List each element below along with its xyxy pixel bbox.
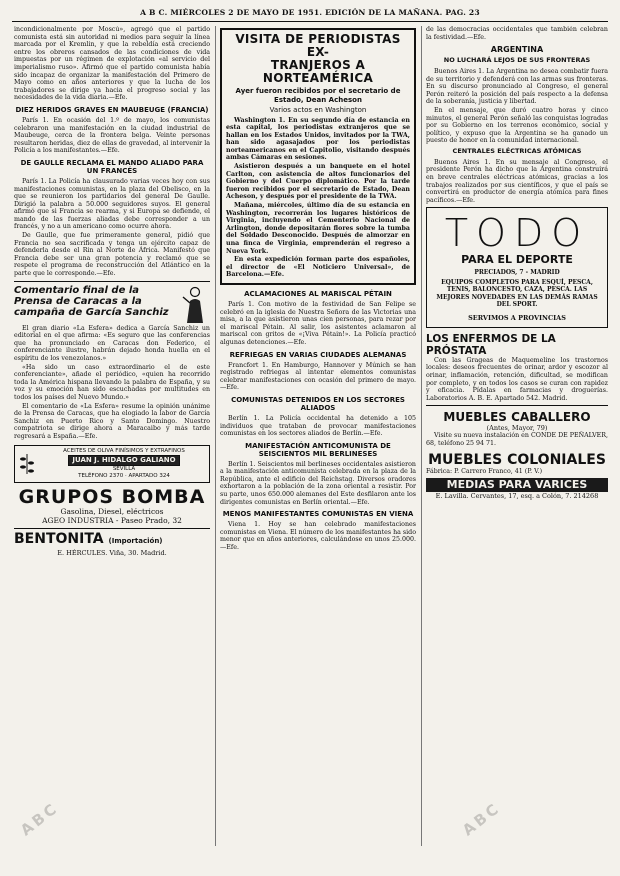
todo-wordmark: TODO: [444, 211, 590, 256]
column-right: [426, 26, 608, 866]
article-paragraph: París 1. La Policía ha clausurado varias veces hoy con sus manifestaciones comunistas, en la plaza del Obelisco, en la que se reunieron los partidarios del general De Gaulle. Dirigió la palabra a 50.000 seguidores suyos. El general afirmó que si Francia se rearma, y si Europa se defiende, el mando de las fuerzas aliadas debe corresponder a un francés, y no a un americano como ocurre ahora.: [14, 177, 210, 231]
headline-berlin-demonstration: MANIFESTACIÓN ANTICOMUNISTA DE SEISCIENTOS MIL BERLINESES: [245, 441, 391, 458]
article-paragraph: París 1. En ocasión del 1.º de mayo, los comunistas celebraron una manifestación en la ciudad industrial de Maubeuge, cerca de la frontera belga. Veinte personas resultaron heridas, diez de ellas de gravedad, al intervenir la Policía a los manifestantes.—Efe.: [14, 116, 210, 155]
article-paragraph: Mañana, miércoles, último día de su estancia en Washington, recorrerán los lugares históricos de Virginia, incluyendo el Cementerio Nacional de Arlington, donde depositarán flores sobre la tumba del Soldado Desconocido. Después de almorzar en una finca de Virginia, emprenderán el regreso a Nueva York.: [226, 202, 410, 255]
olive-branch-icon: [17, 452, 37, 476]
divider: [14, 281, 210, 282]
watermark: ABC: [17, 798, 63, 840]
headline-petain: ACLAMACIONES AL MARISCAL PÉTAIN: [244, 289, 392, 298]
journalists-subheadline: Varios actos en Washington: [269, 106, 367, 114]
running-head: A B C. MIÉRCOLES 2 DE MAYO DE 1951. EDICIÓN DE LA MAÑANA. PAG. 23: [12, 8, 608, 22]
article-paragraph: Buenos Aires 1. En su mensaje al Congreso, el presidente Perón ha dicho que la Argentina construirá en breve centrales eléctricas atómicas, gracias a los trabajos realizados por sus científicos, y que el país se convertirá en productor de energía atómica para fines pacíficos.—Efe.: [426, 158, 608, 204]
article-paragraph: El comentario de «La Esfera» resume la opinión unánime de la Prensa de Caracas, que ha elogiado la labor de García Sanchiz en Puerto Rico y Santo Domingo. Nuestro compatriota se dirige ahora a Maracaibo y más tarde regresará a España.—Efe.: [14, 402, 210, 440]
headline-argentina-sub: NO LUCHARÁ LEJOS DE SUS FRONTERAS: [443, 56, 591, 65]
comment-headline-line: campaña de García Sanchiz: [14, 306, 169, 318]
todo-tagline: PARA EL DEPORTE: [461, 253, 573, 267]
headline-german-cities: REFRIEGAS EN VARIAS CIUDADES ALEMANAS: [229, 350, 407, 359]
olive-oil-ad: [14, 445, 210, 483]
muebles-coloniales-title: MUEBLES COLONIALES: [428, 451, 606, 468]
olive-oil-ad-line: ACEITES DE OLIVA FINÍSIMOS Y EXTRAFINOS: [63, 447, 185, 454]
headline-argentina: ARGENTINA: [490, 45, 544, 55]
article-paragraph: incondicionalmente por Moscú», agregó que el partido comunista está sin autoridad ni medios para seguir la línea marcada por el Kremlin, y que la rebeldía está creciendo entre los obreros cansados de las condiciones de vida impuestas por un régimen de explotación «al servicio del imperialismo ruso». Afirmó que el partido comunista había sido incapaz de organizar la manifestación del Primero de Mayo como en años anteriores y que la lucha de los trabajadores se dirige ya hacia el progreso social y las necesidades de la vida diaria.—Efe.: [14, 26, 210, 102]
article-paragraph: De Gaulle, que fue primeramente general, pidió que Francia no sea sacrificada y tenga un ejército capaz de defenderla desde el Rin al Norte de África. Manifestó que Francia debe ser una gran potencia y reclamó que se respete el programa de reconstrucción del Atlántico en la parte que le corresponde.—Efe.: [14, 232, 210, 278]
article-paragraph: de las democracias occidentales que también celebran la festividad.—Efe.: [426, 26, 608, 41]
headline-de-gaulle: DE GAULLE RECLAMA EL MANDO ALIADO PARA UN FRANCÉS: [20, 158, 204, 175]
prostata-ad-title: LOS ENFERMOS DE LA PRÓSTATA: [426, 332, 556, 357]
article-paragraph: Washington 1. En su segundo día de estancia en esta capital, los periodistas extranjeros que se hallan en los Estados Unidos, invitados por la TWA, han sido agasajados por los periodistas norteamericanos en el Capitolio, visitando después ambas Cámaras en sesiones.: [226, 116, 410, 162]
article-paragraph: Visite su nueva instalación en CONDE DE PEÑALVER, 68, teléfono 25 94 71.: [426, 432, 608, 447]
bentonita-ad: [14, 532, 210, 549]
muebles-caballero-title: MUEBLES CABALLERO: [443, 410, 591, 425]
divider: [426, 405, 608, 406]
headline-communists-detained: COMUNISTAS DETENIDOS EN LOS SECTORES ALIADOS: [231, 395, 405, 412]
comment-headline-line: Prensa de Caracas a la: [14, 295, 142, 307]
column-center: [220, 26, 416, 866]
column-rule: [421, 26, 422, 846]
headline-vienna: MENOS MANIFESTANTES COMUNISTAS EN VIENA: [222, 510, 414, 519]
journalists-headline-line: VISITA DE PERIODISTAS EX-: [235, 32, 401, 59]
journalists-article-box: [220, 28, 416, 285]
comment-article: [14, 285, 210, 325]
article-paragraph: El gran diario «La Esfera» dedica a García Sanchiz un editorial en el que afirma: «Es seguro que las conferencias que ha pronunciado en Caracas don Federico, el conferenciante ilustre, habrán dejado honda huella en el espíritu de los venezolanos.»: [14, 324, 210, 362]
grupos-bomba-title: GRUPOS BOMBA: [18, 485, 206, 508]
muebles-caballero-line: (Antes, Mayor, 79): [486, 424, 548, 433]
olive-oil-ad-brand: JUAN J. HIDALGO GALIANO: [68, 455, 179, 466]
todo-sport-ad: [426, 207, 608, 328]
article-paragraph: Berlín 1. La Policía occidental ha detenido a 105 individuos que trataban de provocar manifestaciones comunistas en los sectores aliados de Berlín.—Efe.: [220, 414, 416, 438]
portrait-sketch-figure: [180, 285, 210, 325]
article-paragraph: En esta expedición forman parte dos españoles, el director de «El Noticiero Universal», de Barcelona.—Efe.: [226, 256, 410, 279]
journalists-subheadline: Ayer fueron recibidos por el secretario de Estado, Dean Acheson: [235, 87, 401, 104]
article-paragraph: Con las Grageas de Maquemeline los trastornos locales: deseos frecuentes de orinar, ardor y escozor al orinar, inflamación, retención, dificultad, se modifican por completo, y en todos los casos se curan con rapidez y eficacia. Pídalas en farmacias y droguerías. Laboratorios A. B. E. Apartado 542. Madrid.: [426, 356, 608, 402]
todo-address: PRECIADOS, 7 - MADRID: [474, 269, 560, 277]
todo-description: EQUIPOS COMPLETOS PARA ESQUÍ, PESCA, TENIS, BALONCESTO, CAZA, PESCA. LAS MEJORES NOVEDADES EN LAS DEMÁS RAMAS DEL SPORT.: [436, 278, 598, 309]
article-paragraph: Buenos Aires 1. La Argentina no desea combatir fuera de su territorio y defenderá con las armas sus fronteras. En su discurso pronunciado al Congreso, el general Perón reiteró la posición del país respecto a la defensa de la soberanía, justicia y libertad.: [426, 67, 608, 106]
journalists-headline-line: TRANJEROS A NORTEAMÉRICA: [262, 58, 374, 85]
article-paragraph: Viena 1. Hoy se han celebrado manifestaciones comunistas en Viena. El número de los manifestantes ha sido menor que en años anteriores, calculándose en unos 25.000.—Efe.: [220, 521, 416, 552]
article-paragraph: Fábrica: P. Carrero Franco, 41 (P. V.): [426, 467, 543, 475]
watermark: ABC: [459, 798, 505, 840]
todo-services: SERVIMOS A PROVINCIAS: [468, 313, 566, 322]
grupos-bomba-line: Gasolina, Diesel, eléctricos: [60, 506, 164, 516]
medias-ad-line: E. Lavilla. Cervantes, 17, esq. a Colón, 7. 214268: [435, 492, 599, 501]
column-rule: [215, 26, 216, 846]
article-paragraph: París 1. Con motivo de la festividad de San Felipe se celebró en la iglesia de Nuestra Señora de las Victorias una misa, a la que asistieron unas cien personas, para rezar por el mariscal Pétain. Al salir, los asistentes aclamaron al mariscal con gritos de «¡Viva Pétain!». La Policía practicó algunas detenciones.—Efe.: [220, 300, 416, 346]
article-paragraph: Berlín 1. Seiscientos mil berlineses occidentales asistieron a la manifestación anticomunista celebrada en la plaza de la República, ante el edificio del Reichstag. Diversos oradores exhortaron a la población de la zona oriental a resistir. Por su parte, unos 650.000 alemanes del Este desfilaron ante los dirigentes comunistas en Berlín oriental.—Efe.: [220, 460, 416, 506]
olive-oil-ad-city: SEVILLA: [112, 465, 136, 472]
bentonita-suffix: (Importación): [108, 536, 163, 545]
bentonita-title: BENTONITA: [14, 530, 104, 547]
article-paragraph: En el mensaje, que duró cuatro horas y cinco minutos, el general Perón señaló las conquistas logradas por su Gobierno en los terrenos económico, social y político, y expuso que la Argentina se ha ganado un puesto de honor en la comunidad internacional.: [426, 106, 608, 145]
article-paragraph: Francfort 1. En Hamburgo, Hannover y Múnich se han registrado refriegas al intentar elementos comunistas celebrar manifestaciones con ocasión del primero de mayo.—Efe.: [220, 361, 416, 392]
bentonita-line: E. HÉRCULES. Viña, 30. Madrid.: [57, 548, 167, 557]
article-paragraph: Asistieron después a un banquete en el hotel Carlton, con asistencia de altos funcionarios del Gobierno y del Cuerpo diplomático. Por la tarde fueron recibidos por el secretario de Estado, Dean Acheson, y después por el presidente de la TWA.: [226, 163, 410, 201]
divider: [14, 528, 210, 529]
column-left: [14, 26, 210, 846]
grupos-bomba-line: AGEO INDUSTRIA - Paseo Prado, 32: [42, 515, 182, 525]
headline-maubeuge: DIEZ HERIDOS GRAVES EN MAUBEUGE (FRANCIA): [15, 105, 209, 114]
olive-oil-ad-contact: TELÉFONO 2370 · APARTADO 324: [78, 472, 170, 479]
medias-ad-title: MEDIAS PARA VARICES: [426, 478, 608, 492]
comment-headline-line: Comentario final de la: [14, 284, 140, 296]
article-paragraph: «Ha sido un caso extraordinario el de este conferenciante», añade el periódico, «quien ha recorrido toda la América hispana llevando la palabra de España, y su voz y su emoción han sido escuchadas por multitudes en todos los países del Nuevo Mundo.»: [14, 363, 210, 401]
headline-atomic-plants: CENTRALES ELÉCTRICAS ATÓMICAS: [452, 146, 582, 155]
